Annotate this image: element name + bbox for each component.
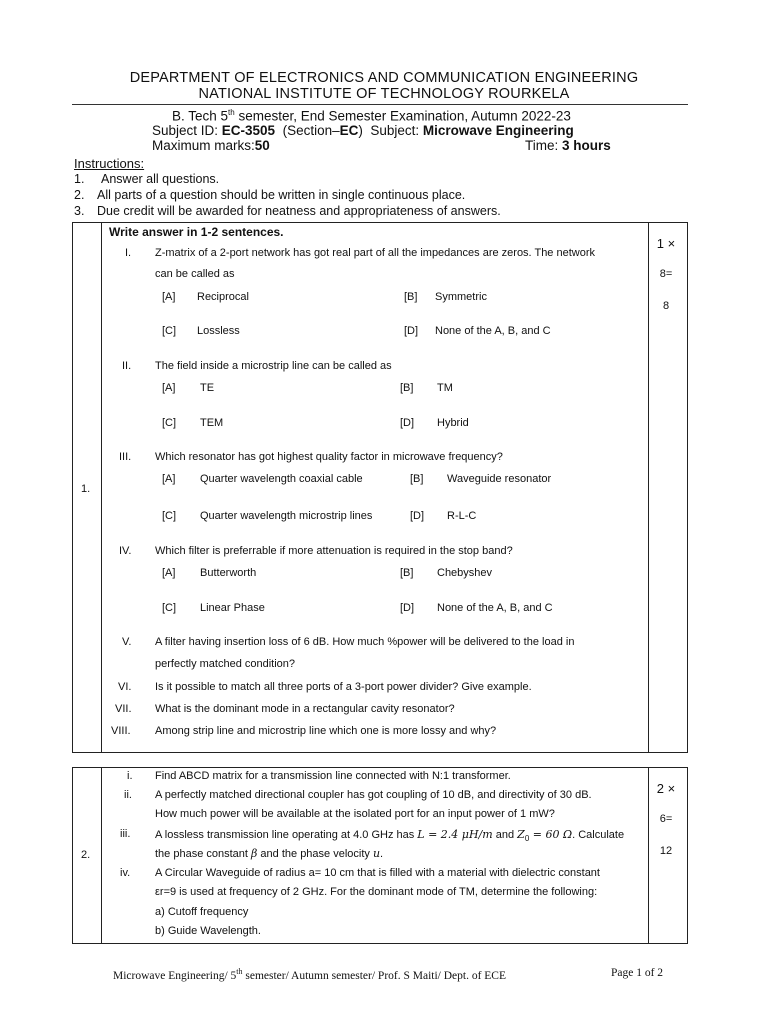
option-text: None of the A, B, and C (437, 602, 553, 614)
instruction-3 (74, 204, 501, 218)
inductance-expr: L = 2.4 μH/m (417, 828, 493, 841)
text-segment: the phase constant (155, 848, 252, 860)
section-close: ) Subject: (358, 123, 423, 138)
q1-part-1-roman: I. (125, 247, 132, 259)
option-key: [A] (162, 382, 176, 394)
question-2-number: 2. (81, 849, 91, 861)
beta-symbol: β (251, 847, 258, 860)
q2-marks-2: 6= (659, 813, 673, 825)
time-label: Time: (525, 138, 562, 153)
q1-part-5-roman: V. (122, 636, 132, 648)
option-text: Waveguide resonator (447, 473, 552, 485)
q2-part-3-text (155, 828, 624, 843)
option-text: Quarter wavelength coaxial cable (200, 473, 363, 485)
q2-part-4-text: A Circular Waveguide of radius a= 10 cm that is filled with a material with dielectric constant (155, 867, 600, 879)
column-divider (101, 222, 102, 753)
option-text: Symmetric (435, 291, 487, 303)
option-key: [C] (162, 602, 177, 614)
text-segment: A lossless transmission line operating at 4.0 GHz has (155, 829, 418, 841)
q1-part-1-text: Z-matrix of a 2-port network has got real part of all the impedances are zeros. The network (155, 247, 595, 259)
max-marks: 50 (254, 138, 270, 153)
time-line (525, 138, 611, 153)
option-key: [C] (162, 325, 177, 337)
option-text: TEM (200, 417, 224, 429)
exam-suffix: semester, End Semester Examination, Autumn 2022-23 (234, 108, 571, 124)
option-key: [D] (400, 602, 415, 614)
velocity-symbol: u (372, 847, 381, 860)
q1-part-2-roman: II. (122, 360, 132, 372)
option-key: [A] (162, 291, 176, 303)
footer-sup: th (236, 967, 243, 976)
option-text: Linear Phase (200, 602, 265, 614)
footer-prefix: Microwave Engineering/ 5 (113, 969, 237, 982)
instruction-text: All parts of a question should be written in single continuous place. (97, 188, 466, 202)
option-key: [A] (162, 567, 176, 579)
instruction-num: 1. (74, 172, 85, 186)
option-text: R-L-C (447, 510, 477, 522)
q1-marks-2: 8= (659, 268, 673, 280)
option-text: None of the A, B, and C (435, 325, 551, 337)
institute-title: NATIONAL INSTITUTE OF TECHNOLOGY ROURKELA (198, 86, 570, 102)
q1-part-5-text: A filter having insertion loss of 6 dB. How much %power will be delivered to the load in (155, 636, 575, 648)
q1-marks-1: 1 × (656, 236, 676, 251)
text-segment: . (380, 848, 384, 860)
impedance-symbol: Z (517, 828, 525, 841)
footer-suffix: semester/ Autumn semester/ Prof. S Maiti/ Dept. of ECE (242, 969, 507, 982)
column-divider (101, 767, 102, 944)
option-key: [C] (162, 417, 177, 429)
option-key: [D] (400, 417, 415, 429)
section-open: (Section– (275, 123, 340, 138)
option-text: Lossless (197, 325, 240, 337)
impedance-subscript: 0 (524, 834, 530, 844)
instruction-1 (74, 172, 220, 186)
instruction-num: 3. (74, 204, 85, 218)
q1-part-4-roman: IV. (119, 545, 132, 557)
text-segment: and (492, 829, 518, 841)
subject-line (152, 123, 574, 138)
q1-part-5-text-cont: perfectly matched condition? (155, 658, 296, 670)
q1-part-6-text: Is it possible to match all three ports of a 3-port power divider? Give example. (155, 681, 532, 693)
exam-prefix: B. Tech 5 (172, 108, 229, 124)
q2-part-2-text-cont: How much power will be available at the isolated port for an input power of 1 mW? (155, 808, 555, 820)
exam-sup: th (228, 108, 235, 117)
option-key: [A] (162, 473, 176, 485)
q2-part-3-text-cont (155, 847, 383, 860)
q2-part-4-sub-b: b) Guide Wavelength. (155, 925, 261, 937)
q2-marks-1: 2 × (656, 781, 676, 796)
section: EC (339, 123, 359, 138)
max-marks-line (152, 138, 270, 153)
q1-part-1-text-cont: can be called as (155, 268, 235, 280)
q1-part-7-roman: VII. (115, 703, 132, 715)
option-key: [B] (410, 473, 424, 485)
option-text: Chebyshev (437, 567, 493, 579)
instruction-num: 2. (74, 188, 85, 202)
subject-id: EC-3505 (221, 123, 276, 138)
q2-part-4-sub-a: a) Cutoff frequency (155, 906, 249, 918)
instruction-2 (74, 188, 466, 202)
department-title: DEPARTMENT OF ELECTRONICS AND COMMUNICATION ENGINEERING (129, 70, 639, 86)
option-text: Hybrid (437, 417, 469, 429)
instruction-text: Answer all questions. (101, 172, 220, 186)
max-marks-label: Maximum marks: (152, 138, 255, 153)
q1-part-4-text: Which filter is preferrable if more attenuation is required in the stop band? (155, 545, 513, 557)
option-key: [B] (400, 567, 414, 579)
option-key: [D] (404, 325, 419, 337)
text-segment: and the phase velocity (257, 848, 373, 860)
option-text: TM (437, 382, 453, 394)
q2-part-2-roman: ii. (124, 789, 132, 801)
option-text: Butterworth (200, 567, 257, 579)
header-rule (72, 104, 688, 105)
time-value: 3 hours (562, 138, 611, 153)
q2-part-4-text-cont: εr=9 is used at frequency of 2 GHz. For the dominant mode of TM, determine the following: (155, 886, 598, 898)
question-1-heading: Write answer in 1-2 sentences. (109, 225, 284, 239)
option-key: [D] (410, 510, 425, 522)
text-segment: . Calculate (572, 829, 625, 841)
option-key: [B] (400, 382, 414, 394)
q1-part-8-text: Among strip line and microstrip line which one is more lossy and why? (155, 725, 497, 737)
impedance-value: = 60 Ω (529, 828, 573, 841)
option-text: Reciprocal (197, 291, 249, 303)
page-number: Page 1 of 2 (611, 967, 664, 979)
exam-line (172, 108, 571, 124)
question-1-number: 1. (81, 483, 91, 495)
q2-marks-3: 12 (659, 845, 673, 857)
q1-part-3-text: Which resonator has got highest quality factor in microwave frequency? (155, 451, 503, 463)
subject-name: Microwave Engineering (422, 123, 574, 138)
q2-part-1-roman: i. (127, 770, 133, 782)
q1-marks-3: 8 (662, 300, 670, 312)
instruction-text: Due credit will be awarded for neatness and appropriateness of answers. (97, 204, 501, 218)
option-key: [C] (162, 510, 177, 522)
q1-part-7-text: What is the dominant mode in a rectangular cavity resonator? (155, 703, 455, 715)
q1-part-3-roman: III. (119, 451, 132, 463)
q2-part-1-text: Find ABCD matrix for a transmission line connected with N:1 transformer. (155, 770, 511, 782)
q2-part-3-roman: iii. (120, 828, 131, 840)
q2-part-2-text: A perfectly matched directional coupler has got coupling of 10 dB, and directivity of 30 dB. (155, 789, 592, 801)
option-text: TE (200, 382, 215, 394)
footer-left (113, 967, 506, 982)
option-text: Quarter wavelength microstrip lines (200, 510, 373, 522)
q2-part-4-roman: iv. (120, 867, 131, 879)
q1-part-2-text: The field inside a microstrip line can be called as (155, 360, 392, 372)
subject-id-label: Subject ID: (152, 123, 222, 138)
instructions-title: Instructions: (74, 156, 145, 171)
option-key: [B] (404, 291, 418, 303)
q1-part-8-roman: VIII. (111, 725, 131, 737)
q1-part-6-roman: VI. (118, 681, 132, 693)
